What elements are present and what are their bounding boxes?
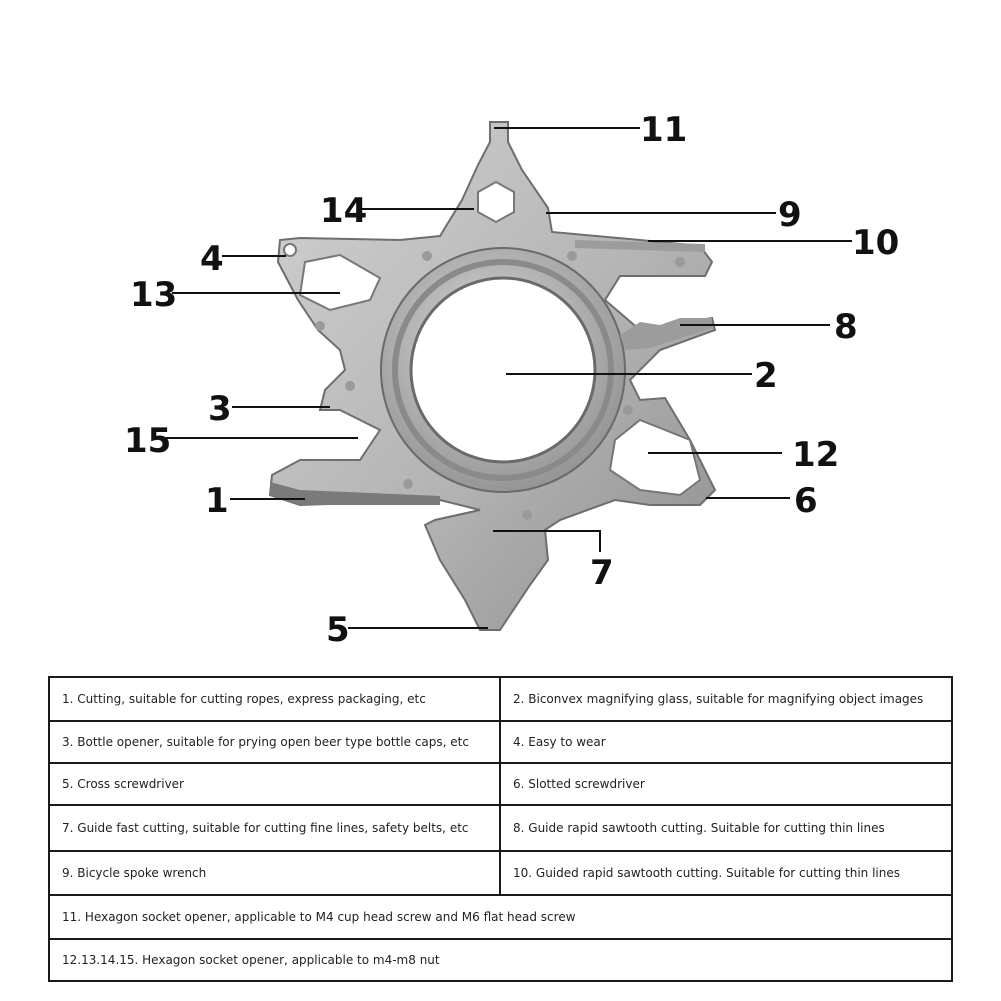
table-cell: 8. Guide rapid sawtooth cutting. Suitable for cutting thin lines [500,805,952,851]
rivet [675,257,685,267]
table-cell: 3. Bottle opener, suitable for prying open beer type bottle caps, etc [49,721,500,763]
table-cell: 4. Easy to wear [500,721,952,763]
rivet [345,381,355,391]
hex-opener-14 [478,182,514,222]
table-row [49,939,952,981]
callout-8: 8 [834,307,858,347]
feature-table [48,676,953,982]
table-row [49,721,952,763]
rivet [567,251,577,261]
table-cell: 10. Guided rapid sawtooth cutting. Suitable for cutting thin lines [500,851,952,895]
rivet [422,251,432,261]
rivet [522,510,532,520]
callout-12: 12 [792,435,840,475]
callout-15: 15 [124,421,172,461]
table-cell: 11. Hexagon socket opener, applicable to M4 cup head screw and M6 flat head screw [49,895,952,939]
callout-11: 11 [640,110,688,150]
table-row [49,763,952,805]
magnifier-glass [411,278,595,462]
table-cell: 12.13.14.15. Hexagon socket opener, applicable to m4-m8 nut [49,939,952,981]
table-cell: 9. Bicycle spoke wrench [49,851,500,895]
callout-1: 1 [205,481,229,521]
callout-2: 2 [754,356,778,396]
table-row [49,805,952,851]
callout-14: 14 [320,191,368,231]
callout-13: 13 [130,275,178,315]
callout-7: 7 [590,553,614,593]
lanyard-hole [284,244,296,256]
table-cell: 2. Biconvex magnifying glass, suitable for magnifying object images [500,677,952,721]
callout-6: 6 [794,481,818,521]
rivet [623,405,633,415]
table-cell: 1. Cutting, suitable for cutting ropes, express packaging, etc [49,677,500,721]
table-row [49,895,952,939]
callout-3: 3 [208,389,232,429]
callout-4: 4 [200,239,224,279]
table-row [49,851,952,895]
callout-5: 5 [326,610,350,650]
table-cell: 7. Guide fast cutting, suitable for cutting fine lines, safety belts, etc [49,805,500,851]
table-cell: 5. Cross screwdriver [49,763,500,805]
table-row [49,677,952,721]
callout-10: 10 [852,223,900,263]
rivet [403,479,413,489]
rivet [315,321,325,331]
callout-9: 9 [778,195,802,235]
table-cell: 6. Slotted screwdriver [500,763,952,805]
